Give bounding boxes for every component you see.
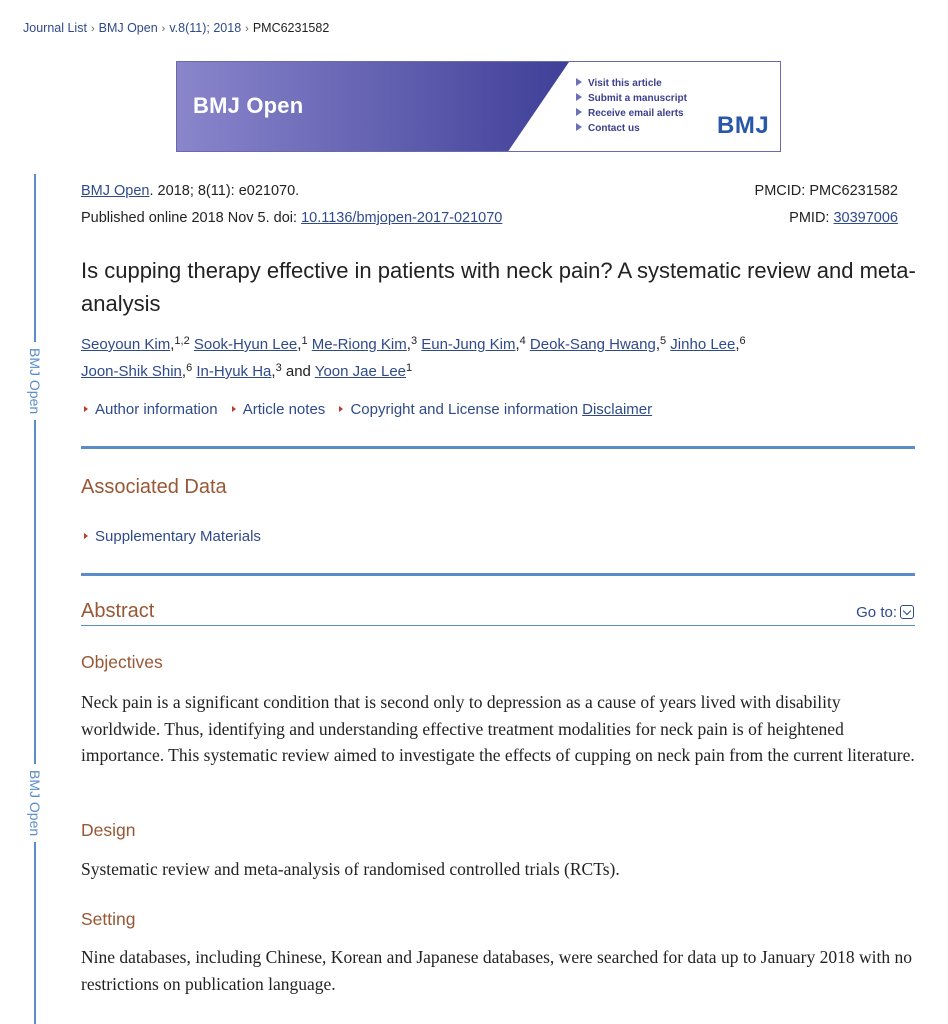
abstract-underline bbox=[81, 625, 915, 626]
breadcrumb bbox=[23, 21, 329, 35]
design-heading: Design bbox=[81, 820, 136, 840]
author-list: Seoyoun Kim,$^{1,2}$ Sook-Hyun Lee,$^1$ Me-Riong Kim,$^3$ Eun-Jung Kim,$^4$ Deok-Sang Hwang,$^5$ Jinho Lee,$^6$ Joon-Shik Shin,$^6$ In-Hyuk Ha,$^3$ and Yoon Jae Lee$^1$ bbox=[81, 335, 746, 380]
citation-block bbox=[81, 178, 502, 232]
breadcrumb-journal-list[interactable]: Journal List bbox=[23, 21, 87, 35]
published-label: Published online 2018 Nov 5. doi: bbox=[81, 210, 302, 226]
chevron-down-icon[interactable] bbox=[900, 605, 914, 619]
citation-line-2 bbox=[81, 205, 502, 232]
author-affiliation[interactable]: 5 bbox=[660, 335, 667, 347]
pmcid: PMCID: PMC6231582 bbox=[754, 183, 898, 199]
triangle-icon bbox=[576, 93, 582, 101]
author-link[interactable]: Yoon Jae Lee bbox=[314, 363, 407, 380]
author-affiliation[interactable]: 3 bbox=[275, 362, 282, 374]
rail-label-top: BMJ Open bbox=[25, 342, 45, 420]
supplementary-materials-toggle[interactable]: Supplementary Materials bbox=[84, 528, 261, 545]
section-divider bbox=[81, 446, 915, 449]
banner-link-submit[interactable]: Submit a manuscript bbox=[576, 91, 687, 106]
author-link[interactable]: Jinho Lee bbox=[670, 336, 736, 353]
doi-link[interactable]: 10.1136/bmjopen-2017-021070 bbox=[301, 210, 503, 226]
author-affiliation[interactable]: 3 bbox=[410, 335, 418, 347]
author-link[interactable]: In-Hyuk Ha bbox=[196, 363, 272, 380]
author-and: and bbox=[285, 363, 311, 380]
author-link[interactable]: Deok-Sang Hwang bbox=[529, 336, 656, 353]
breadcrumb-separator: › bbox=[90, 23, 95, 35]
expand-triangle-icon bbox=[84, 406, 88, 412]
objectives-text: Neck pain is a significant condition that is second only to depression as a cause of years lived with disability worldwide. Thus, identifying and understanding effective treatment modalities for neck pain is of heightened importance. This systematic review aimed to investigate the effects of cupping on neck pain from the current literature. bbox=[81, 692, 915, 765]
copyright-toggle[interactable]: Copyright and License information bbox=[339, 401, 578, 418]
side-rail bbox=[34, 174, 36, 1024]
author-affiliation[interactable]: 1 bbox=[301, 335, 308, 347]
author-link[interactable]: Me-Riong Kim bbox=[311, 336, 407, 353]
author-affiliation[interactable]: 4 bbox=[519, 335, 526, 347]
journal-banner[interactable] bbox=[176, 61, 781, 152]
banner-link-visit[interactable]: Visit this article bbox=[576, 76, 687, 91]
author-affiliation[interactable]: 1,2 bbox=[174, 335, 190, 347]
identifiers-block bbox=[755, 178, 898, 232]
author-link[interactable]: Seoyoun Kim bbox=[81, 336, 171, 353]
bmj-open-logo: BMJ Open bbox=[193, 93, 304, 118]
pmid-line bbox=[755, 205, 898, 232]
article-info-expanders bbox=[84, 401, 652, 418]
breadcrumb-current: PMC6231582 bbox=[252, 21, 330, 35]
expand-triangle-icon bbox=[339, 406, 343, 412]
banner-links bbox=[576, 76, 687, 136]
objectives-heading: Objectives bbox=[81, 652, 163, 672]
setting-heading: Setting bbox=[81, 909, 136, 929]
setting-text: Nine databases, including Chinese, Korean and Japanese databases, were searched for data up to January 2018 with no restrictions on publication language. bbox=[81, 947, 912, 994]
goto-menu[interactable] bbox=[856, 604, 914, 621]
banner-link-alerts[interactable]: Receive email alerts bbox=[576, 106, 687, 121]
triangle-icon bbox=[576, 123, 582, 131]
disclaimer-link[interactable]: Disclaimer bbox=[582, 401, 653, 418]
article-title: Is cupping therapy effective in patients with neck pain? A systematic review and meta-analysis bbox=[81, 258, 916, 316]
article-notes-toggle[interactable]: Article notes bbox=[232, 401, 326, 418]
rail-label-bottom: BMJ Open bbox=[25, 764, 45, 842]
author-affiliation[interactable]: 6 bbox=[739, 335, 746, 347]
author-information-toggle[interactable]: Author information bbox=[84, 401, 218, 418]
journal-link[interactable]: BMJ Open bbox=[81, 183, 150, 199]
triangle-icon bbox=[576, 78, 582, 86]
breadcrumb-bmj-open[interactable]: BMJ Open bbox=[98, 21, 158, 35]
pmid-link[interactable]: 30397006 bbox=[833, 210, 898, 226]
author-affiliation[interactable]: 1 bbox=[406, 362, 413, 374]
expand-triangle-icon bbox=[84, 533, 88, 539]
abstract-heading: Abstract bbox=[81, 600, 155, 622]
goto-label: Go to: bbox=[856, 604, 897, 621]
supplementary-expander bbox=[84, 528, 271, 545]
banner-link-contact[interactable]: Contact us bbox=[576, 121, 687, 136]
citation-line-1 bbox=[81, 178, 502, 205]
breadcrumb-separator: › bbox=[161, 23, 166, 35]
expand-triangle-icon bbox=[232, 406, 236, 412]
author-link[interactable]: Eun-Jung Kim bbox=[421, 336, 516, 353]
author-link[interactable]: Joon-Shik Shin bbox=[81, 363, 182, 380]
breadcrumb-separator: › bbox=[245, 23, 249, 35]
author-link[interactable]: Sook-Hyun Lee bbox=[193, 336, 298, 353]
pmid-label: PMID: bbox=[789, 210, 834, 226]
associated-data-heading: Associated Data bbox=[81, 476, 227, 498]
bmj-brand-logo: BMJ bbox=[717, 112, 770, 139]
section-divider bbox=[81, 573, 915, 576]
author-affiliation[interactable]: 6 bbox=[186, 362, 193, 374]
design-text: Systematic review and meta-analysis of randomised controlled trials (RCTs). bbox=[81, 859, 620, 879]
triangle-icon bbox=[576, 108, 582, 116]
breadcrumb-issue[interactable]: v.8(11); 2018 bbox=[169, 21, 242, 35]
citation-details: . 2018; 8(11): e021070. bbox=[149, 183, 300, 199]
